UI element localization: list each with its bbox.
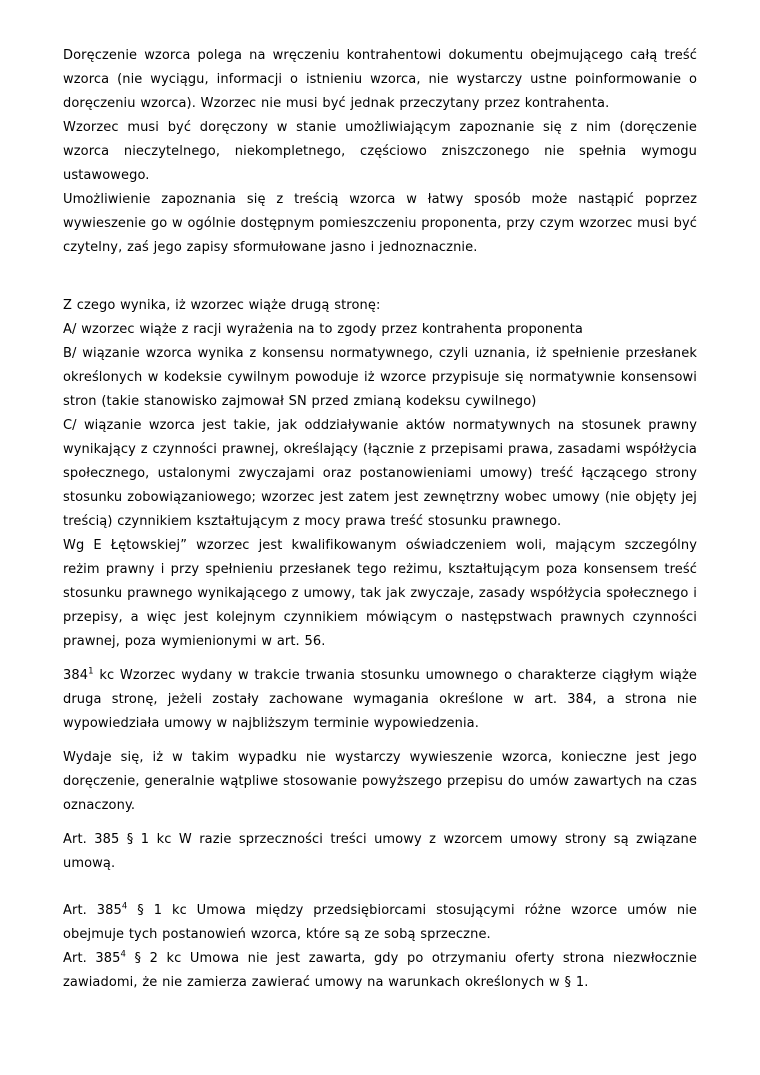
list-item-a: A/ wzorzec wiąże z racji wyrażenia na to zgody przez kontrahenta proponenta <box>63 322 583 337</box>
superscript-4: 4 <box>120 949 127 960</box>
article-number: Art. 385 <box>63 951 121 966</box>
paragraph-doreczenie-wzorca: Doręczenie wzorca polega na wręczeniu kontrahentowi dokumentu obejmującego całą treść wzorca (nie wyciągu, informacji o istnieniu wzorca, nie wystarczy ustne poinformowanie o doręczeniu wzorca). Wzorzec nie musi być jednak przeczytany przez kontrahenta. <box>63 48 697 111</box>
paragraph-art-385-4-par2-kc <box>63 947 697 995</box>
paragraph-art-385-par1-kc: Art. 385 § 1 kc W razie sprzeczności treści umowy z wzorcem umowy strony są związane umową. <box>63 832 697 871</box>
article-text: § 1 kc Umowa między przedsiębiorcami stosującymi różne wzorce umów nie obejmuje tych postanowień wzorca, które są ze sobą sprzeczne. <box>63 903 698 942</box>
superscript-4: 4 <box>121 901 128 912</box>
article-text: § 2 kc Umowa nie jest zawarta, gdy po otrzymaniu oferty strona niezwłocznie zawiadomi, że nie zamierza zawierać umowy na warunkach określonych w § 1. <box>63 951 697 990</box>
article-number: 384 <box>63 668 89 683</box>
paragraph-z-czego-wynika: Z czego wynika, iż wzorzec wiąże drugą stronę: <box>63 298 381 313</box>
list-item-b: B/ wiązanie wzorca wynika z konsensu normatywnego, czyli uznania, iż spełnienie przesłanek określonych w kodeksie cywilnym powoduje iż wzorce przypisuje się normatywnie konsensowi stron (takie stanowisko zajmował SN przed zmianą kodeksu cywilnego) <box>63 346 697 409</box>
article-text: kc Wzorzec wydany w trakcie trwania stosunku umownego o charakterze ciągłym wiąże druga stronę, jeżeli zostały zachowane wymagania określone w art. 384, a strona nie wypowiedziała umowy w najbliższym terminie wypowiedzenia. <box>63 668 697 731</box>
paragraph-art-385-4-par1-kc <box>63 899 697 947</box>
paragraph-umozliwienie-zapoznania: Umożliwienie zapoznania się z treścią wzorca w łatwy sposób może nastąpić poprzez wywieszenie go w ogólnie dostępnym pomieszczeniu proponenta, przy czym wzorzec musi być czytelny, zaś jego zapisy sformułowane jasno i jednoznacznie. <box>63 192 697 255</box>
paragraph-letowska: Wg E Łętowskiej” wzorzec jest kwalifikowanym oświadczeniem woli, mającym szczególny reżim prawny i przy spełnieniu przesłanek tego reżimu, kształtującym poza konsensem treść stosunku prawnego wynikającego z umowy, tak jak zwyczaje, zasady współżycia społecznego i przepisy, a więc jest kolejnym czynnikiem mówiącym o następstwach prawnych czynności prawnej, poza wymienionymi w art. 56. <box>63 538 697 649</box>
paragraph-wydaje-sie: Wydaje się, iż w takim wypadku nie wystarczy wywieszenie wzorca, konieczne jest jego doręczenie, generalnie wątpliwe stosowanie powyższego przepisu do umów zawartych na czas oznaczony. <box>63 750 697 813</box>
paragraph-wzorzec-doreczony: Wzorzec musi być doręczony w stanie umożliwiającym zapoznanie się z nim (doręczenie wzorca nieczytelnego, niekompletnego, częściowo zniszczonego nie spełnia wymogu ustawowego. <box>63 120 697 183</box>
superscript-1: 1 <box>88 666 94 677</box>
article-number: Art. 385 <box>63 903 122 918</box>
list-item-c: C/ wiązanie wzorca jest takie, jak oddziaływanie aktów normatywnych na stosunek prawny wynikający z czynności prawnej, określający (łącznie z przepisami prawa, zasadami współżycia społecznego, ustalonymi zwyczajami oraz postanowieniami umowy) treść łączącego strony stosunku zobowiązaniowego; wzorzec jest zatem jest zewnętrzny wobec umowy (nie objęty jej treścią) czynnikiem kształtującym z mocy prawa treść stosunku prawnego. <box>63 418 697 529</box>
paragraph-art-384-1-kc <box>63 664 697 736</box>
